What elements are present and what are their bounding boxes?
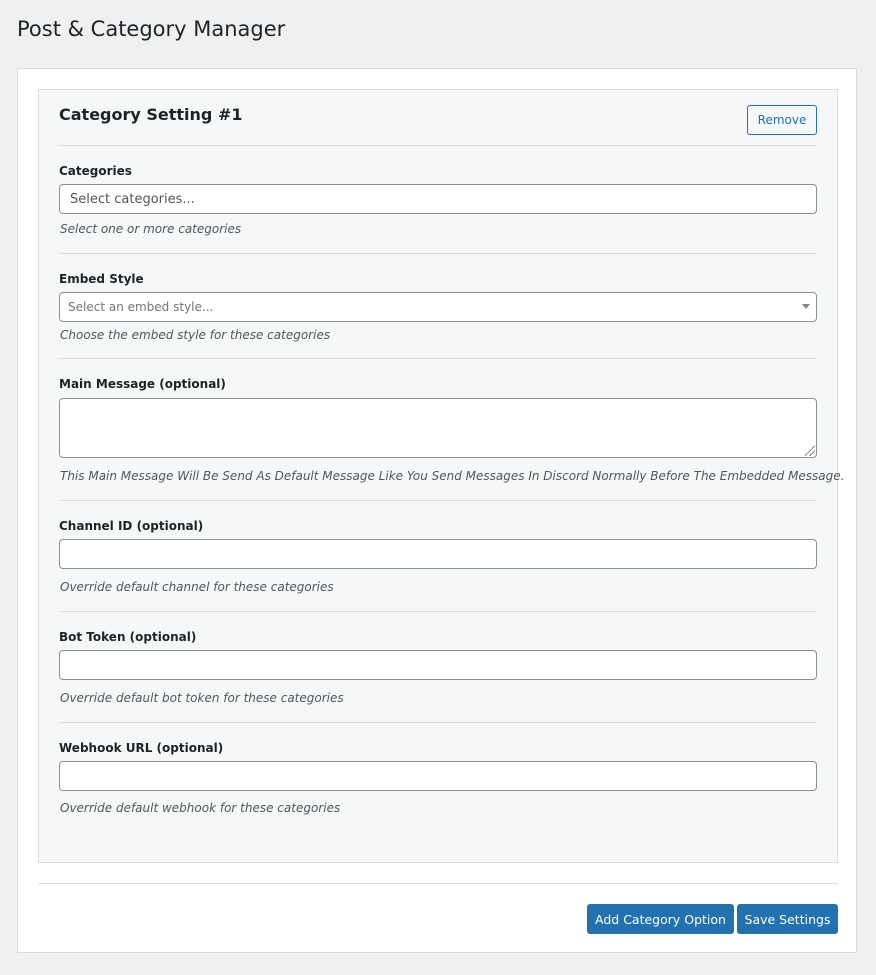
page-title: Post & Category Manager: [17, 17, 286, 41]
bot-token-description: Override default bot token for these categories: [60, 691, 344, 705]
add-category-option-button[interactable]: Add Category Option: [587, 904, 734, 934]
footer-divider: [38, 883, 838, 884]
category-setting-panel: [38, 89, 845, 863]
webhook-url-description: Override default webhook for these categories: [60, 801, 341, 815]
remove-button[interactable]: Remove: [747, 105, 817, 135]
main-message-description: This Main Message Will Be Send As Default Message Like You Send Messages In Discord Normally Before The Embedded Message.: [60, 469, 845, 483]
bot-token-input[interactable]: [59, 650, 817, 680]
embed-style-description: Choose the embed style for these categories: [60, 328, 331, 342]
categories-input[interactable]: [59, 184, 817, 214]
channel-id-description: Override default channel for these categories: [60, 580, 334, 594]
divider: [59, 145, 817, 146]
chevron-down-icon: [802, 304, 810, 309]
resize-handle-icon[interactable]: [805, 446, 815, 456]
webhook-url-input[interactable]: [59, 761, 817, 791]
divider: [59, 500, 817, 501]
categories-label: Categories: [59, 164, 132, 178]
embed-style-label: Embed Style: [59, 272, 144, 286]
divider: [59, 611, 817, 612]
bot-token-label: Bot Token (optional): [59, 630, 197, 644]
category-setting-title: Category Setting #1: [59, 105, 243, 124]
webhook-url-label: Webhook URL (optional): [59, 741, 224, 755]
main-message-label: Main Message (optional): [59, 377, 226, 391]
divider: [59, 253, 817, 254]
channel-id-input[interactable]: [59, 539, 817, 569]
save-settings-button[interactable]: Save Settings: [737, 904, 838, 934]
main-message-textarea[interactable]: [59, 398, 817, 458]
categories-description: Select one or more categories: [60, 222, 242, 236]
divider: [59, 358, 817, 359]
embed-style-placeholder: Select an embed style...: [68, 300, 214, 314]
settings-card: [17, 68, 857, 953]
channel-id-label: Channel ID (optional): [59, 519, 204, 533]
divider: [59, 722, 817, 723]
embed-style-select[interactable]: [59, 292, 817, 322]
